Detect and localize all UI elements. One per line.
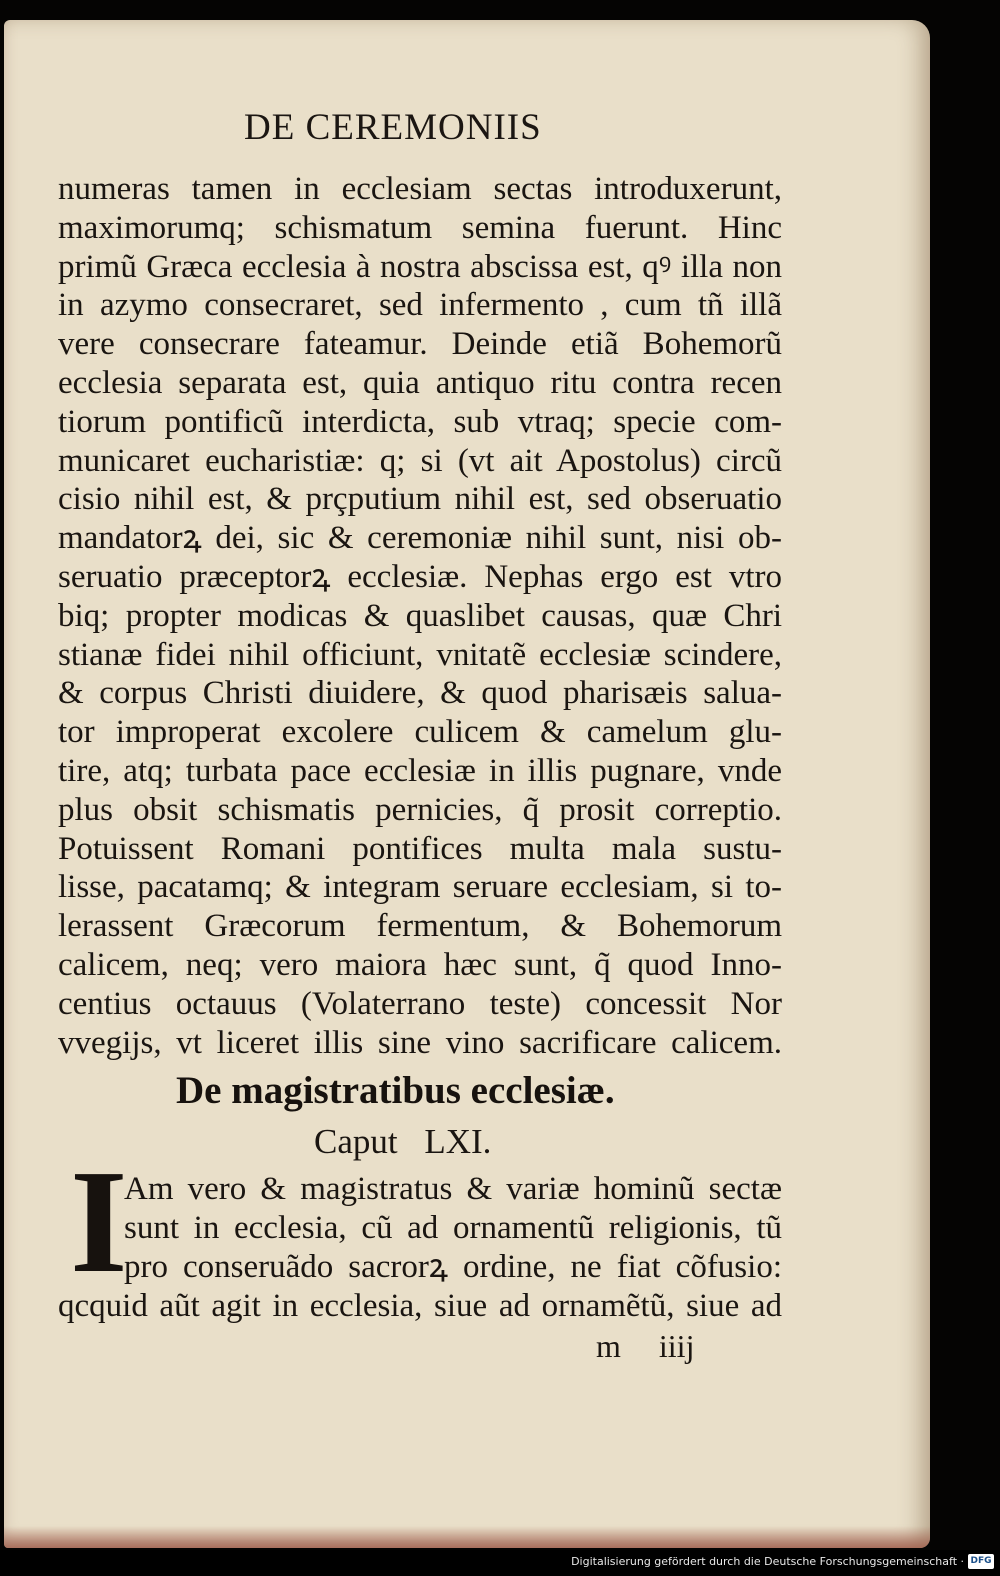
text-line: lerassent Græcorum fermentum, & Bohemorum: [58, 908, 782, 945]
book-page: [4, 20, 930, 1548]
chapter-number: Caput LXI.: [314, 1122, 492, 1161]
text-line: municaret eucharistiæ: q; si (vt ait Apostolus) circũ: [58, 442, 782, 479]
text-line: ecclesia separata est, quia antiquo ritu contra recen: [58, 364, 782, 401]
text-line: & corpus Christi diuidere, & quod pharisæis salua-: [58, 675, 782, 712]
text-line: tire, atq; turbata pace ecclesiæ in illis pugnare, vnde: [58, 752, 782, 789]
digitization-credit: Digitalisierung gefördert durch die Deutsche Forschungsgemeinschaft ·: [571, 1555, 964, 1568]
text-line: in azymo consecraret, sed infermento , cum tñ illã: [58, 287, 782, 324]
text-line: tiorum pontificũ interdicta, sub vtraq; specie com-: [58, 403, 782, 440]
text-line: mandatorꝝ dei, sic & ceremoniæ nihil sunt, nisi ob-: [58, 520, 782, 557]
text-line: primũ Græca ecclesia à nostra abscissa est, qꝰ illa non: [58, 248, 782, 285]
text-line: tor improperat excolere culicem & camelum glu-: [58, 714, 782, 751]
text-line: plus obsit schismatis pernicies, q̃ prosit correptio.: [58, 791, 782, 828]
text-line: centius octauus (Volaterrano teste) concessit Nor: [58, 985, 782, 1022]
text-line: vere consecrare fateamur. Deinde etiã Bohemorũ: [58, 326, 782, 363]
text-line: biq; propter modicas & quaslibet causas, quæ Chri: [58, 597, 782, 634]
text-line: vvegijs, vt liceret illis sine vino sacrificare calicem.: [58, 1024, 782, 1061]
chapter-text-line: Am vero & magistratus & variæ hominũ sectæ: [124, 1171, 782, 1207]
dropcap-initial: I: [70, 1140, 128, 1304]
chapter-text-line: pro conseruãdo sacrorꝝ ordine, ne fiat cõfusio:: [124, 1249, 782, 1285]
dfg-logo: DFG: [968, 1554, 994, 1569]
text-line: maximorumq; schismatum semina fuerunt. Hinc: [58, 209, 782, 246]
page-edge: [4, 1526, 930, 1548]
text-line: lisse, pacatamq; & integram seruare ecclesiam, si to-: [58, 869, 782, 906]
text-line: seruatio præceptorꝝ ecclesiæ. Nephas ergo est vtro: [58, 558, 782, 595]
chapter-title: De magistratibus ecclesiæ.: [176, 1069, 615, 1112]
text-line: stianæ fidei nihil officiunt, vnitatẽ ecclesiæ scindere,: [58, 636, 782, 673]
running-head: DE CEREMONIIS: [244, 107, 542, 148]
text-line: calicem, neq; vero maiora hæc sunt, q̃ quod Inno-: [58, 946, 782, 983]
chapter-text: [58, 1170, 782, 1326]
text-line: Potuissent Romani pontifices multa mala sustu-: [58, 830, 782, 867]
signature-mark: m iiij: [596, 1328, 695, 1364]
chapter-text-line: sunt in ecclesia, cũ ad ornamentũ religionis, tũ: [124, 1210, 782, 1246]
chapter-text-line: qcquid aũt agit in ecclesia, siue ad ornamẽtũ, siue ad: [58, 1288, 782, 1324]
body-text: [58, 170, 782, 1062]
text-line: cisio nihil est, & prçputium nihil est, sed obseruatio: [58, 481, 782, 518]
text-line: numeras tamen in ecclesiam sectas introduxerunt,: [58, 171, 782, 207]
